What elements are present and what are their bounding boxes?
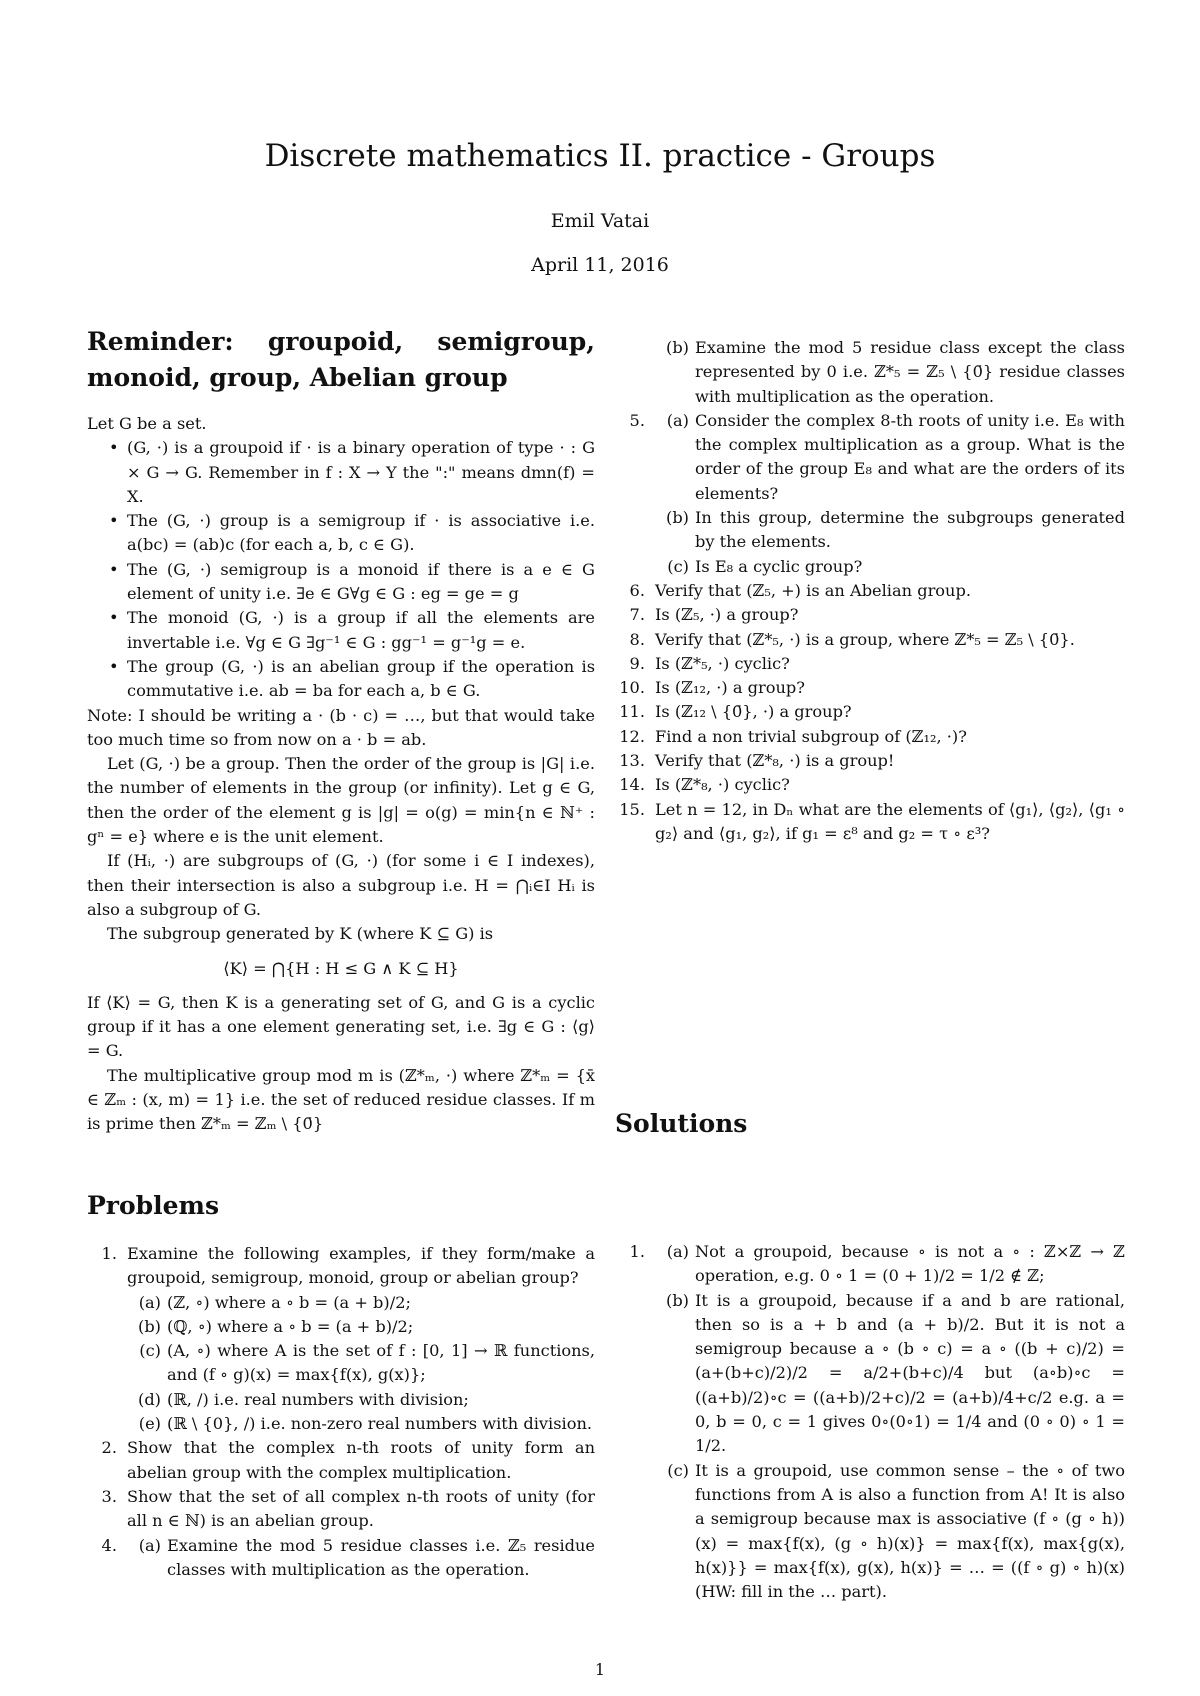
paper-date: April 11, 2016: [531, 254, 669, 276]
problems-continued: [615, 336, 1125, 846]
sub-solution: (a) Not a groupoid, because ∘ is not a ∘ : ℤ×ℤ → ℤ operation, e.g. 0 ∘ 1 = (0 + 1)/2 = 1/2 ∉ ℤ;: [666, 1242, 1125, 1286]
problem-item: 5. (a) Consider the complex 8-th roots of unity i.e. E₈ with the complex multiplication as a group. What is the order of the group E₈ and what are the orders of its elements? (b) In this group, determine the subgroups generated by the elements. (c) Is E₈ a cyclic group?: [615, 409, 1125, 579]
problem-item: 9. Is (ℤ*₅, ·) cyclic?: [629, 653, 790, 673]
sub-problem-list: [655, 336, 1125, 409]
note-paragraph: Note: I should be writing a · (b · c) = …, but that would take too much time so from now on a · b = ab.: [87, 705, 595, 749]
sub-problem: (a) (ℤ, ∘) where a ∘ b = (a + b)/2;: [138, 1292, 411, 1312]
sub-problem: (d) (ℝ, /) i.e. real numbers with division;: [138, 1389, 469, 1409]
sub-problem: (b) In this group, determine the subgroups generated by the elements.: [666, 508, 1125, 552]
sub-problem: (c) Is E₈ a cyclic group?: [667, 556, 863, 576]
solution-list: [615, 1240, 1125, 1604]
problem-item: 11. Is (ℤ₁₂ \ {0̄}, ·) a group?: [619, 702, 852, 722]
definition-list: [87, 436, 595, 703]
sub-solution: (b) It is a groupoid, because if a and b are rational, then so is a + b and (a + b)/2. But it is not a semigroup because a ∘ (b ∘ c) = a ∘ ((b + c)/2) = (a+(b+c)/2)/2 = a/2+(b+c)/4 but (a∘b)∘c = ((a+b)/2)∘c = ((a+b)/2+c)/2 = (a+b)/4+c/2 e.g. a = 0, b = 0, c = 1 gives 0∘(0∘1) = 1/4 and (0 ∘ 0) ∘ 1 = 1/2.: [666, 1290, 1125, 1456]
list-item: • (G, ·) is a groupoid if · is a binary operation of type · : G × G → G. Remember in f : X → Y the ":" means dmn(f) = X.: [109, 438, 595, 506]
problem-list: [87, 1242, 595, 1582]
problem-item: 1. Examine the following examples, if they form/make a groupoid, semigroup, monoid, group or abelian group? (a) (ℤ, ∘) where a ∘ b = (a + b)/2; (b) (ℚ, ∘) where a ∘ b = (a + b)/2; (c) (A, ∘) where A is the set of f : [0, 1] → ℝ functions, and (f ∘ g)(x) = max{f(x), g(x)}; (d) (ℝ, /) i.e. real numbers with division; (e) (ℝ \ {0}, /) i.e. non-zero real numbers with division.: [87, 1242, 595, 1436]
generated-paragraph: The subgroup generated by K (where K ⊆ G) is: [107, 924, 494, 944]
reminder-intro: Let G be a set.: [87, 414, 207, 433]
problem-item: 13. Verify that (ℤ*₈, ·) is a group!: [619, 751, 895, 771]
sub-solution-list: [655, 1240, 1125, 1604]
sub-problem-list: [655, 409, 1125, 579]
list-item: • The group (G, ·) is an abelian group if the operation is commutative i.e. ab = ba for each a, b ∈ G.: [109, 656, 595, 701]
multiplicative-paragraph: The multiplicative group mod m is (ℤ*ₘ, ·) where ℤ*ₘ = {x̄ ∈ ℤₘ : (x, m) = 1} i.e. the set of reduced residue classes. If m is prime then ℤ*ₘ = ℤₘ \ {0̄}: [87, 1065, 595, 1134]
solution-item: 1. (a) Not a groupoid, because ∘ is not a ∘ : ℤ×ℤ → ℤ operation, e.g. 0 ∘ 1 = (0 + 1)/2 = 1/2 ∉ ℤ; (b) It is a groupoid, because if a and b are rational, then so is a + b and (a + b)/2. But it is not a semigroup because a ∘ (b ∘ c) = a ∘ ((b + c)/2) = (a+(b+c)/2)/2 = a/2+(b+c)/4 but (a∘b)∘c = ((a+b)/2)∘c = ((a+b)/2+c)/2 = (a+b)/4+c/2 e.g. a = 0, b = 0, c = 1 gives 0∘(0∘1) = 1/4 and (0 ∘ 0) ∘ 1 = 1/2. (c) It is a groupoid, use common sense – the ∘ of two functions from A is also a function from A! It is also a semigroup because max is associative (f ∘ (g ∘ h))(x) = max{f(x), (g ∘ h)(x)} = max{f(x), max{g(x), h(x)}} = max{f(x), g(x), h(x)} = … = ((f ∘ g) ∘ h)(x) (HW: fill in the … part).: [615, 1240, 1125, 1604]
problem-item: 2. Show that the complex n-th roots of unity form an abelian group with the complex multiplication.: [101, 1438, 595, 1482]
problem-item: 4. (a) Examine the mod 5 residue classes i.e. ℤ₅ residue classes with multiplication as the operation.: [87, 1534, 595, 1583]
sub-solution: (c) It is a groupoid, use common sense – the ∘ of two functions from A is also a function from A! It is also a semigroup because max is associative (f ∘ (g ∘ h))(x) = max{f(x), (g ∘ h)(x)} = max{f(x), max{g(x), h(x)}} = max{f(x), g(x), h(x)} = … = ((f ∘ g) ∘ h)(x) (HW: fill in the … part).: [667, 1460, 1125, 1602]
display-equation: ⟨K⟩ = ⋂{H : H ≤ G ∧ K ⊆ H}: [223, 958, 459, 978]
solutions-list-wrap: [615, 1240, 1125, 1604]
list-item: • The (G, ·) semigroup is a monoid if there is a e ∈ G element of unity i.e. ∃e ∈ G∀g ∈ G : eg = ge = g: [109, 559, 595, 604]
problem-item: 8. Verify that (ℤ*₅, ·) is a group, where ℤ*₅ = ℤ₅ \ {0̄}.: [629, 629, 1075, 649]
reminder-heading: Reminder: groupoid, semigroup, monoid, group, Abelian group: [87, 327, 595, 392]
problem-item: 15. Let n = 12, in Dₙ what are the elements of ⟨g₁⟩, ⟨g₂⟩, ⟨g₁ ∘ g₂⟩ and ⟨g₁, g₂⟩, if g₁ = ε⁸ and g₂ = τ ∘ ε³?: [619, 799, 1125, 843]
problem-item: 3. Show that the set of all complex n-th roots of unity (for all n ∈ ℕ) is an abelian group.: [101, 1486, 595, 1531]
problem-item: 12. Find a non trivial subgroup of (ℤ₁₂, ·)?: [619, 726, 967, 746]
reminder-section: [87, 324, 595, 1137]
sub-problem: (b) (ℚ, ∘) where a ∘ b = (a + b)/2;: [138, 1316, 414, 1336]
page-number: 1: [594, 1660, 606, 1679]
problems-heading: Problems: [87, 1191, 220, 1220]
solutions-section: [615, 1106, 1125, 1142]
problems-section: [87, 1188, 595, 1582]
sub-problem: (b) Examine the mod 5 residue class except the class represented by 0 i.e. ℤ*₅ = ℤ₅ \ {0̄} residue classes with multiplication as the operation.: [666, 338, 1125, 406]
sub-problem-list: [127, 1534, 595, 1583]
list-item: • The (G, ·) group is a semigroup if · is associative i.e. a(bc) = (ab)c (for each a, b, c ∈ G).: [109, 511, 595, 555]
problem-item: 7. Is (ℤ₅, ·) a group?: [629, 605, 799, 625]
paper-title: Discrete mathematics II. practice - Groups: [264, 138, 936, 174]
problem-item: 6. Verify that (ℤ₅, +) is an Abelian group.: [629, 580, 971, 600]
sub-problem: (a) Examine the mod 5 residue classes i.e. ℤ₅ residue classes with multiplication as the operation.: [138, 1535, 595, 1579]
solutions-heading: Solutions: [615, 1109, 748, 1138]
sub-problem: (a) Consider the complex 8-th roots of unity i.e. E₈ with the complex multiplication as a group. What is the order of the group E₈ and what are the orders of its elements?: [666, 410, 1125, 503]
sub-problem: (c) (A, ∘) where A is the set of f : [0, 1] → ℝ functions, and (f ∘ g)(x) = max{f(x), g(x)};: [139, 1341, 595, 1385]
list-item: • The monoid (G, ·) is a group if all the elements are invertable i.e. ∀g ∈ G ∃g⁻¹ ∈ G : gg⁻¹ = g⁻¹g = e.: [109, 608, 595, 652]
problem-item: 14. Is (ℤ*₈, ·) cyclic?: [619, 775, 790, 795]
intersection-paragraph: If (Hᵢ, ·) are subgroups of (G, ·) (for some i ∈ I indexes), then their intersection is also a subgroup i.e. H = ⋂ᵢ∈I Hᵢ is also a subgroup of G.: [87, 851, 595, 919]
cyclic-paragraph: If ⟨K⟩ = G, then K is a generating set of G, and G is a cyclic group if it has a one element generating set, i.e. ∃g ∈ G : ⟨g⟩ = G.: [87, 992, 595, 1061]
sub-problem: (e) (ℝ \ {0}, /) i.e. non-zero real numbers with division.: [138, 1414, 593, 1434]
problem-list-continued: [615, 336, 1125, 846]
sub-problem-list: [127, 1291, 595, 1437]
problem-item: 10. Is (ℤ₁₂, ·) a group?: [619, 678, 805, 698]
paper-author: Emil Vatai: [550, 210, 650, 232]
order-paragraph: Let (G, ·) be a group. Then the order of the group is |G| i.e. the number of elements in the group (or infinity). Let g ∈ G, then the order of the element g is |g| = o(g) = min{n ∈ ℕ⁺ : gⁿ = e} where e is the unit element.: [87, 754, 595, 847]
problem-item: [615, 336, 1125, 409]
